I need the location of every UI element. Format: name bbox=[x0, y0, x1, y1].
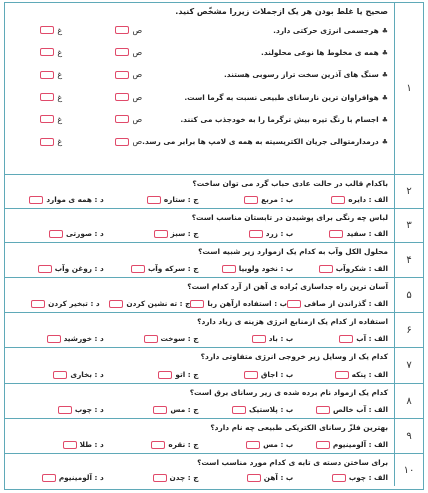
option-label: الف : سفید bbox=[346, 229, 388, 238]
options-row bbox=[9, 229, 388, 238]
option-checkbox[interactable] bbox=[58, 406, 72, 414]
options-row bbox=[9, 370, 388, 379]
option-label: د : صورتی bbox=[66, 229, 104, 238]
question-number: ۴ bbox=[394, 243, 423, 277]
true-checkbox[interactable] bbox=[115, 26, 129, 34]
question-row-9 bbox=[5, 419, 423, 454]
true-option[interactable] bbox=[62, 70, 142, 79]
answer-option[interactable] bbox=[9, 334, 104, 343]
answer-option[interactable] bbox=[293, 195, 388, 204]
option-checkbox[interactable] bbox=[319, 265, 333, 273]
statement-text bbox=[142, 48, 388, 57]
exam-sheet bbox=[4, 2, 424, 490]
question-row-2 bbox=[5, 175, 423, 209]
true-false-item bbox=[0, 86, 388, 108]
false-label: غ bbox=[57, 92, 63, 102]
true-false-options bbox=[0, 48, 142, 57]
question-text: محلول الکل وآب به کدام یک ازموارد زیر شبیه است؟ bbox=[198, 247, 388, 256]
option-checkbox[interactable] bbox=[249, 230, 263, 238]
options-row bbox=[9, 334, 388, 343]
answer-option[interactable] bbox=[293, 334, 388, 343]
question-number: ۲ bbox=[394, 175, 423, 208]
answer-option[interactable] bbox=[287, 299, 388, 308]
option-label: ب : آهن bbox=[263, 473, 294, 482]
question-row-10 bbox=[5, 454, 423, 486]
question-number: ۵ bbox=[394, 278, 423, 312]
option-label: ب : مربع bbox=[261, 195, 294, 204]
option-label: الف : آب bbox=[356, 334, 388, 343]
option-checkbox[interactable] bbox=[244, 196, 258, 204]
bullet-icon: ♣ bbox=[381, 48, 388, 57]
option-checkbox[interactable] bbox=[109, 300, 123, 308]
false-checkbox[interactable] bbox=[40, 115, 54, 123]
answer-option[interactable] bbox=[293, 370, 388, 379]
question-number: ۹ bbox=[394, 419, 423, 453]
bullet-icon: ♣ bbox=[381, 93, 388, 102]
statement-text bbox=[142, 93, 388, 102]
option-checkbox[interactable] bbox=[316, 441, 330, 449]
answer-option[interactable] bbox=[9, 299, 100, 308]
answer-option[interactable] bbox=[104, 405, 199, 414]
bullet-icon: ♣ bbox=[381, 71, 388, 80]
false-checkbox[interactable] bbox=[40, 26, 54, 34]
question-row-8 bbox=[5, 384, 423, 419]
option-checkbox[interactable] bbox=[331, 196, 345, 204]
option-label: ج : سبز bbox=[170, 229, 199, 238]
option-checkbox[interactable] bbox=[147, 196, 161, 204]
option-label: الف : گذراندن از صافی bbox=[303, 299, 388, 308]
option-label: ب : استفاده ازآهن ربا bbox=[207, 299, 287, 308]
question-text: آسان ترین راه جداسازی بُراده ی آهن از آرد کدام است؟ bbox=[187, 282, 388, 291]
answer-option[interactable] bbox=[199, 264, 294, 273]
answer-option[interactable] bbox=[199, 334, 294, 343]
true-label: ص bbox=[132, 92, 143, 102]
option-checkbox[interactable] bbox=[49, 230, 63, 238]
option-label: ج : چدن bbox=[169, 473, 199, 482]
options-row bbox=[9, 299, 388, 308]
answer-option[interactable] bbox=[104, 473, 199, 482]
option-checkbox[interactable] bbox=[153, 474, 167, 482]
answer-option[interactable] bbox=[9, 405, 104, 414]
question-row-3 bbox=[5, 209, 423, 243]
true-checkbox[interactable] bbox=[115, 115, 129, 123]
statement-label: همه ی مخلوط ها نوعی محلولند. bbox=[261, 47, 379, 57]
false-option[interactable] bbox=[0, 93, 62, 102]
answer-option[interactable] bbox=[199, 195, 294, 204]
option-label: د : تبخیر کردن bbox=[48, 299, 100, 308]
true-checkbox[interactable] bbox=[115, 138, 129, 146]
option-checkbox[interactable] bbox=[154, 230, 168, 238]
answer-option[interactable] bbox=[9, 264, 104, 273]
option-label: د : روغن وآب bbox=[54, 264, 104, 273]
option-label: د : بخاری bbox=[70, 370, 104, 379]
bullet-icon: ♣ bbox=[381, 138, 388, 147]
answer-option[interactable] bbox=[199, 440, 294, 449]
question-number: ۱۰ bbox=[394, 454, 423, 486]
statement-label: هرجسمی انرژی حرکتی دارد. bbox=[273, 25, 379, 35]
question-number: ۳ bbox=[394, 209, 423, 242]
option-label: ج : ته نشین کردن bbox=[126, 299, 191, 308]
option-checkbox[interactable] bbox=[247, 474, 261, 482]
true-checkbox[interactable] bbox=[115, 48, 129, 56]
option-checkbox[interactable] bbox=[153, 406, 167, 414]
question-row-4 bbox=[5, 243, 423, 278]
answer-option[interactable] bbox=[199, 229, 294, 238]
true-option[interactable] bbox=[62, 93, 142, 102]
question-row-5 bbox=[5, 278, 423, 313]
option-label: ب : نخود ولوبیا bbox=[238, 264, 294, 273]
statement-text bbox=[142, 137, 388, 146]
option-label: ب : باد bbox=[268, 334, 294, 343]
question-row-1 bbox=[5, 3, 423, 175]
option-checkbox[interactable] bbox=[42, 474, 56, 482]
option-label: ج : نقره bbox=[168, 440, 199, 449]
true-false-options bbox=[0, 115, 142, 124]
answer-option[interactable] bbox=[293, 440, 388, 449]
option-checkbox[interactable] bbox=[335, 371, 349, 379]
option-label: د : طلا bbox=[79, 440, 104, 449]
false-checkbox[interactable] bbox=[40, 71, 54, 79]
true-label: ص bbox=[132, 114, 143, 124]
option-label: ب : مس bbox=[263, 440, 294, 449]
false-checkbox[interactable] bbox=[40, 138, 54, 146]
option-checkbox[interactable] bbox=[29, 196, 43, 204]
false-checkbox[interactable] bbox=[40, 93, 54, 101]
option-checkbox[interactable] bbox=[246, 441, 260, 449]
option-checkbox[interactable] bbox=[31, 300, 45, 308]
question-row-7 bbox=[5, 348, 423, 384]
option-label: الف : شکروآب bbox=[335, 264, 388, 273]
question-text: بهترین فلزّ رسانای الکتریکی طبیعی چه نام دارد؟ bbox=[210, 423, 388, 432]
statement-text bbox=[142, 115, 388, 124]
answer-option[interactable] bbox=[293, 264, 388, 273]
true-false-options bbox=[0, 93, 142, 102]
true-label: ص bbox=[132, 70, 143, 80]
true-option[interactable] bbox=[62, 48, 142, 57]
options-row bbox=[9, 405, 388, 414]
option-checkbox[interactable] bbox=[316, 406, 330, 414]
option-label: ج : سرکه وآب bbox=[147, 264, 199, 273]
options-row bbox=[9, 264, 388, 273]
question-number: ۶ bbox=[394, 313, 423, 347]
answer-option[interactable] bbox=[104, 370, 199, 379]
option-label: ب : پلاستیک bbox=[249, 405, 294, 414]
answer-option[interactable] bbox=[104, 440, 199, 449]
statement-label: سنگ های آذرین سخت تراز رسوبی هستند. bbox=[224, 70, 379, 80]
false-label: غ bbox=[57, 47, 63, 57]
option-checkbox[interactable] bbox=[144, 335, 158, 343]
option-checkbox[interactable] bbox=[38, 265, 52, 273]
true-false-item bbox=[0, 19, 388, 41]
answer-option[interactable] bbox=[199, 473, 294, 482]
answer-option[interactable] bbox=[199, 405, 294, 414]
option-label: ج : مس bbox=[170, 405, 199, 414]
option-checkbox[interactable] bbox=[158, 371, 172, 379]
false-label: غ bbox=[57, 70, 63, 80]
statement-text bbox=[142, 70, 388, 79]
answer-option[interactable] bbox=[293, 229, 388, 238]
option-label: الف : آلومینیوم bbox=[332, 440, 388, 449]
true-false-item bbox=[0, 108, 388, 130]
answer-option[interactable] bbox=[9, 440, 104, 449]
question-text: برای ساختن دسته ی تابه ی کدام مورد مناسب است؟ bbox=[197, 458, 388, 467]
question-number: ۸ bbox=[394, 384, 423, 418]
bullet-icon: ♣ bbox=[381, 26, 388, 35]
answer-option[interactable] bbox=[104, 334, 199, 343]
true-checkbox[interactable] bbox=[115, 93, 129, 101]
answer-option[interactable] bbox=[9, 195, 104, 204]
question-text: باکدام قالب در حالت عادی حباب گرد می توان ساخت؟ bbox=[192, 179, 388, 188]
answer-option[interactable] bbox=[104, 195, 199, 204]
option-label: ج : سوخت bbox=[160, 334, 199, 343]
option-label: ج : اتو bbox=[175, 370, 199, 379]
option-checkbox[interactable] bbox=[252, 335, 266, 343]
true-false-item bbox=[0, 130, 388, 152]
false-option[interactable] bbox=[0, 26, 62, 35]
answer-option[interactable] bbox=[293, 405, 388, 414]
option-label: الف : پنکه bbox=[351, 370, 388, 379]
false-option[interactable] bbox=[0, 48, 62, 57]
option-label: الف : آب خالص bbox=[333, 405, 388, 414]
true-false-item bbox=[0, 41, 388, 63]
answer-option[interactable] bbox=[9, 229, 104, 238]
answer-option[interactable] bbox=[293, 473, 388, 482]
answer-option[interactable] bbox=[104, 229, 199, 238]
true-checkbox[interactable] bbox=[115, 71, 129, 79]
true-false-section bbox=[0, 3, 394, 174]
statement-text bbox=[142, 26, 388, 35]
option-label: د : همه ی موارد bbox=[46, 195, 104, 204]
answer-option[interactable] bbox=[104, 264, 199, 273]
false-label: غ bbox=[57, 137, 63, 147]
answer-option[interactable] bbox=[9, 370, 104, 379]
false-label: غ bbox=[57, 114, 63, 124]
question-text: لباس چه رنگی برای پوشیدن در تابستان مناسب است؟ bbox=[191, 213, 388, 222]
true-false-options bbox=[0, 26, 142, 35]
option-checkbox[interactable] bbox=[53, 371, 67, 379]
option-checkbox[interactable] bbox=[151, 441, 165, 449]
question-text: کدام یک ازمواد نام برده شده ی زیر رسانای برق است؟ bbox=[189, 388, 388, 397]
option-label: الف : دایره bbox=[348, 195, 388, 204]
option-label: ج : ستاره bbox=[163, 195, 199, 204]
question-text: استفاده از کدام یک ازمنابع انرژی هزینه ی زیاد دارد؟ bbox=[197, 317, 388, 326]
answer-option[interactable] bbox=[100, 299, 191, 308]
option-checkbox[interactable] bbox=[63, 441, 77, 449]
true-label: ص bbox=[132, 137, 143, 147]
false-option[interactable] bbox=[0, 70, 62, 79]
true-label: ص bbox=[132, 25, 143, 35]
true-false-item bbox=[0, 64, 388, 86]
option-checkbox[interactable] bbox=[190, 300, 204, 308]
option-label: ب : اجاق bbox=[260, 370, 294, 379]
option-checkbox[interactable] bbox=[287, 300, 301, 308]
question-row-6 bbox=[5, 313, 423, 348]
option-label: الف : چوب bbox=[348, 473, 388, 482]
options-row bbox=[9, 195, 388, 204]
answer-option[interactable] bbox=[190, 299, 287, 308]
true-option[interactable] bbox=[62, 115, 142, 124]
option-label: د : چوب bbox=[74, 405, 104, 414]
statement-label: اجسام با رنگ تیره بیش ترگرما را به خودجذب می کنند. bbox=[180, 114, 379, 124]
false-checkbox[interactable] bbox=[40, 48, 54, 56]
option-checkbox[interactable] bbox=[47, 335, 61, 343]
option-checkbox[interactable] bbox=[329, 230, 343, 238]
answer-option[interactable] bbox=[199, 370, 294, 379]
true-false-instruction: صحیح یا غلط بودن هر یک ازجملات زیررا مشخّص کنید. bbox=[175, 7, 388, 16]
false-option[interactable] bbox=[0, 137, 62, 146]
option-label: د : آلومینیوم bbox=[58, 473, 104, 482]
true-false-options bbox=[0, 137, 142, 146]
option-checkbox[interactable] bbox=[232, 406, 246, 414]
option-checkbox[interactable] bbox=[131, 265, 145, 273]
option-label: ب : زرد bbox=[265, 229, 294, 238]
options-row bbox=[9, 440, 388, 449]
option-checkbox[interactable] bbox=[339, 335, 353, 343]
true-label: ص bbox=[132, 47, 143, 57]
true-false-options bbox=[0, 70, 142, 79]
answer-option[interactable] bbox=[9, 473, 104, 482]
option-label: د : خورشید bbox=[63, 334, 104, 343]
question-number: ۷ bbox=[394, 348, 423, 383]
false-label: غ bbox=[57, 25, 63, 35]
option-checkbox[interactable] bbox=[244, 371, 258, 379]
question-number: ۱ bbox=[394, 3, 423, 174]
bullet-icon: ♣ bbox=[381, 115, 388, 124]
false-option[interactable] bbox=[0, 115, 62, 124]
option-checkbox[interactable] bbox=[332, 474, 346, 482]
statement-label: درمدارمتوالی جریان الکتریسیته به همه ی لامپ ها برابر می رسد. bbox=[142, 137, 379, 147]
true-option[interactable] bbox=[62, 26, 142, 35]
true-option[interactable] bbox=[62, 137, 142, 146]
options-row bbox=[9, 473, 388, 482]
statement-label: هوافراوان ترین نارسانای طبیعی نسبت به گرما است. bbox=[184, 92, 379, 102]
question-text: کدام یک از وسایل زیر خروجی انرژی متفاوتی دارد؟ bbox=[200, 352, 388, 361]
option-checkbox[interactable] bbox=[222, 265, 236, 273]
